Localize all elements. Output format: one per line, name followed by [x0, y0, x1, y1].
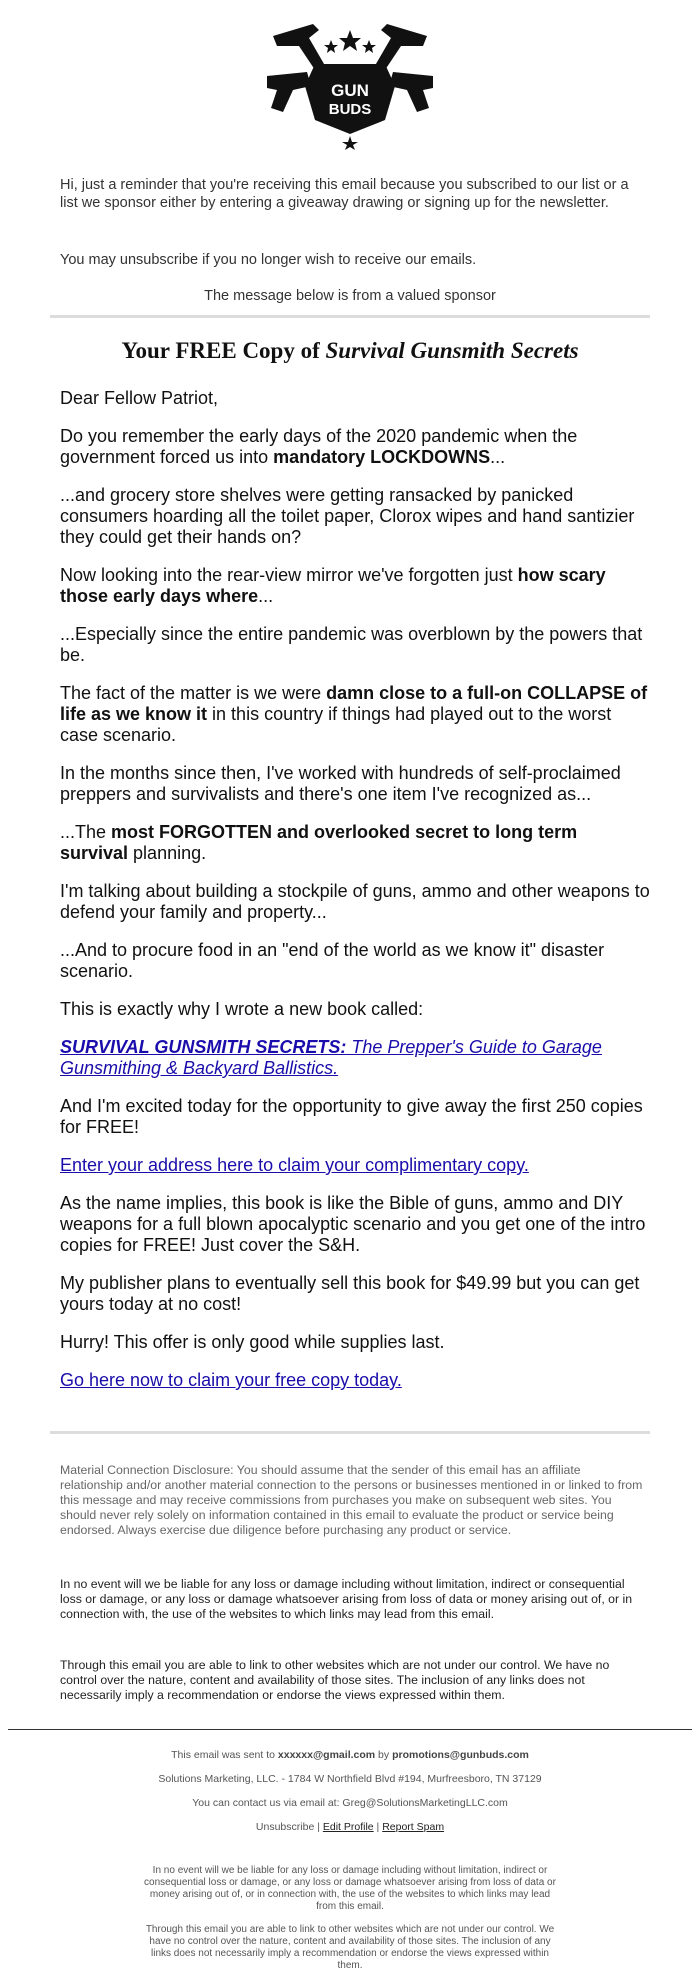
footer-divider — [8, 1729, 692, 1730]
paragraph-4: ...Especially since the entire pandemic was overblown by the powers that be. — [60, 624, 643, 665]
unsubscribe-note: You may unsubscribe if you no longer wish to receive our emails. — [60, 252, 477, 268]
paragraph-3: Now looking into the rear-view mirror we've forgotten just how scary those early days where... — [60, 565, 606, 606]
free-copy-link-paragraph — [60, 1370, 650, 1391]
paragraph-12: As the name implies, this book is like the Bible of guns, ammo and DIY weapons for a full blown apocalyptic scenario and you get one of the intro copies for FREE! Just cover the S&H. — [60, 1193, 646, 1255]
sender-email: promotions@gunbuds.com — [392, 1749, 529, 1761]
unsubscribe-link[interactable]: Unsubscribe — [255, 1821, 315, 1833]
recipient-email: xxxxxx@gmail.com — [277, 1749, 376, 1761]
divider-top — [50, 315, 650, 318]
book-title-link[interactable]: SURVIVAL GUNSMITH SECRETS: The Prepper's Guide to Garage Gunsmithing & Backyard Ballistics. — [60, 1037, 602, 1078]
free-copy-link[interactable]: Go here now to claim your free copy today. — [60, 1370, 402, 1390]
email-body — [60, 388, 650, 1408]
paragraph-11: And I'm excited today for the opportunity to give away the first 250 copies for FREE! — [60, 1096, 643, 1137]
greeting: Dear Fellow Patriot, — [60, 388, 219, 408]
fine-print-liability: In no event will we be liable for any loss or damage including without limitation, indirect or consequential loss or damage, or any loss or damage whatsoever arising from loss of data or money arising out of, or in connection with, the use of the websites to which links may lead from this email. — [144, 1865, 556, 1912]
paragraph-10: This is exactly why I wrote a new book called: — [60, 999, 424, 1019]
company-address: Solutions Marketing, LLC. - 1784 W Northfield Blvd #194, Murfreesboro, TN 37129 — [158, 1773, 542, 1785]
external-links-disclaimer: Through this email you are able to link to other websites which are not under our control. We have no control over the nature, content and availability of those sites. The inclusion of any links does not necessarily imply a recommendation or endorse the views expressed within them. — [60, 1658, 610, 1702]
headline — [50, 338, 650, 364]
sponsor-note: The message below is from a valued sponsor — [204, 288, 496, 304]
contact-line: You can contact us via email at: Greg@SolutionsMarketingLLC.com — [192, 1797, 508, 1809]
paragraph-9: ...And to procure food in an "end of the world as we know it" disaster scenario. — [60, 940, 605, 981]
paragraph-14: Hurry! This offer is only good while supplies last. — [60, 1332, 445, 1352]
paragraph-13: My publisher plans to eventually sell this book for $49.99 but you can get yours today at no cost! — [60, 1273, 640, 1314]
footer-links: Unsubscribe | Edit Profile | Report Spam — [255, 1821, 445, 1833]
material-disclosure: Material Connection Disclosure: You should assume that the sender of this email has an affiliate relationship and/or another material connection to the persons or businesses mentioned in or linked to from this message and may receive commissions from purchases you make on subsequent web sites. You should never rely solely on information contained in this email to evaluate the product or service being endorsed. Always exercise due diligence before purchasing any product or service. — [60, 1463, 643, 1537]
logo-text-buds: BUDS — [328, 101, 372, 118]
paragraph-7: ...The most FORGOTTEN and overlooked secret to long term survival planning. — [60, 822, 578, 863]
divider-bottom — [50, 1431, 650, 1434]
paragraph-6: In the months since then, I've worked with hundreds of self-proclaimed preppers and survivalists and there's one item I've recognized as... — [60, 763, 621, 804]
fine-print-external: Through this email you are able to link to other websites which are not under our control. We have no control over the nature, content and availability of those sites. The inclusion of any links does not necessarily imply a recommendation or endorse the views expressed within them. — [145, 1924, 555, 1971]
subscription-reminder: Hi, just a reminder that you're receiving this email because you subscribed to our list or a list we sponsor either by entering a giveaway drawing or signing up for the newsletter. — [60, 177, 629, 211]
gunbuds-logo — [253, 16, 447, 150]
claim-copy-link[interactable]: Enter your address here to claim your complimentary copy. — [60, 1155, 529, 1175]
paragraph-1: Do you remember the early days of the 2020 pandemic when the government forced us into mandatory LOCKDOWNS... — [60, 426, 578, 467]
headline-title: Survival Gunsmith Secrets — [325, 338, 579, 363]
paragraph-8: I'm talking about building a stockpile of guns, ammo and other weapons to defend your family and property... — [60, 881, 650, 922]
sent-to-line: This email was sent to xxxxxx@gmail.com by promotions@gunbuds.com — [171, 1749, 529, 1761]
paragraph-5: The fact of the matter is we were damn close to a full-on COLLAPSE of life as we know it in this country if things had played out to the worst case scenario. — [60, 683, 648, 745]
edit-profile-link[interactable]: Edit Profile — [322, 1821, 374, 1833]
headline-prefix: Your FREE Copy of — [121, 338, 326, 363]
claim-link-paragraph — [60, 1155, 650, 1176]
logo-text-gun: GUN — [331, 81, 369, 100]
paragraph-2: ...and grocery store shelves were getting ransacked by panicked consumers hoarding all the toilet paper, Clorox wipes and hand santizier they could get their hands on? — [60, 485, 635, 547]
book-link-paragraph — [60, 1037, 650, 1079]
liability-disclaimer: In no event will we be liable for any loss or damage including without limitation, indirect or consequential loss or damage, or any loss or damage whatsoever arising from loss of data or money arising out of, or in connection with, the use of the websites to which links may lead from this email. — [60, 1577, 633, 1621]
report-spam-link[interactable]: Report Spam — [382, 1821, 445, 1833]
